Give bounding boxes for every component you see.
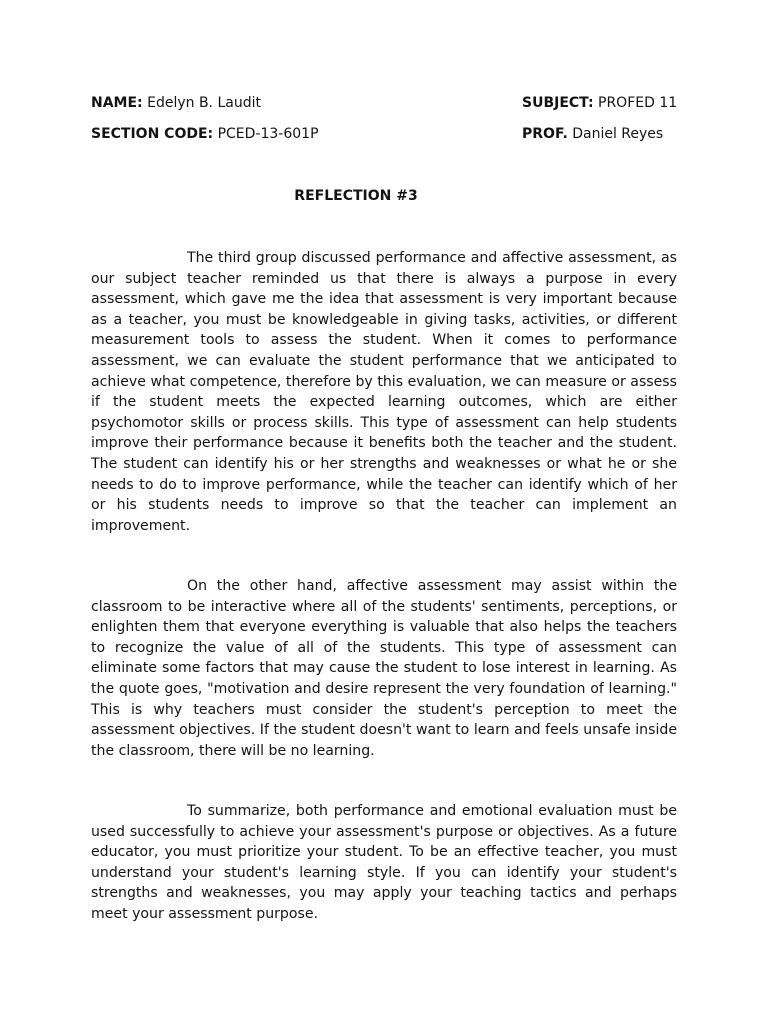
name-value: Edelyn B. Laudit [147, 95, 261, 111]
subject-label: SUBJECT: [522, 95, 594, 111]
section-code-value: PCED-13-601P [217, 126, 319, 142]
name-label: NAME: [91, 95, 143, 111]
section-code-label: SECTION CODE: [91, 126, 214, 142]
document-title: REFLECTION #3 [294, 188, 418, 204]
professor-label: PROF. [522, 126, 568, 142]
paragraph-affective-assessment: On the other hand, affective assessment may assist within the classroom to be interactive where all of the students' sentiments, perceptions, or enlighten them that everyone everything is valuable that also helps the teachers to recognize the value of all of the students. This type of assessment can eliminate some factors that may cause the student to lose interest in learning. As the quote goes, "motivation and desire represent the very foundation of learning." This is why teachers must consider the student's perception to meet the assessment objectives. If the student doesn't want to learn and feels unsafe inside the classroom, there will be no learning. [91, 578, 677, 759]
section-code-field [91, 125, 319, 143]
name-field [91, 94, 261, 112]
professor-value: Daniel Reyes [572, 126, 664, 142]
paragraph-performance-assessment: The third group discussed performance and affective assessment, as our subject teacher reminded us that there is always a purpose in every assessment, which gave me the idea that assessment is very important because as a teacher, you must be knowledgeable in giving tasks, activities, or different measurement tools to assess the student. When it comes to performance assessment, we can evaluate the student performance that we anticipated to achieve what competence, therefore by this evaluation, we can measure or assess if the student meets the expected learning outcomes, which are either psychomotor skills or process skills. This type of assessment can help students improve their performance because it benefits both the teacher and the student. The student can identify his or her strengths and weaknesses or what he or she needs to do to improve performance, while the teacher can identify which of her or his students needs to improve so that the teacher can implement an improvement. [91, 250, 677, 534]
subject-field [522, 94, 677, 112]
subject-value: PROFED 11 [598, 95, 678, 111]
paragraph-summary: To summarize, both performance and emotional evaluation must be used successfully to achieve your assessment's purpose or objectives. As a future educator, you must prioritize your student. To be an effective teacher, you must understand your student's learning style. If you can identify your student's strengths and weaknesses, you may apply your teaching tactics and perhaps meet your assessment purpose. [91, 803, 677, 922]
professor-field [522, 125, 663, 143]
